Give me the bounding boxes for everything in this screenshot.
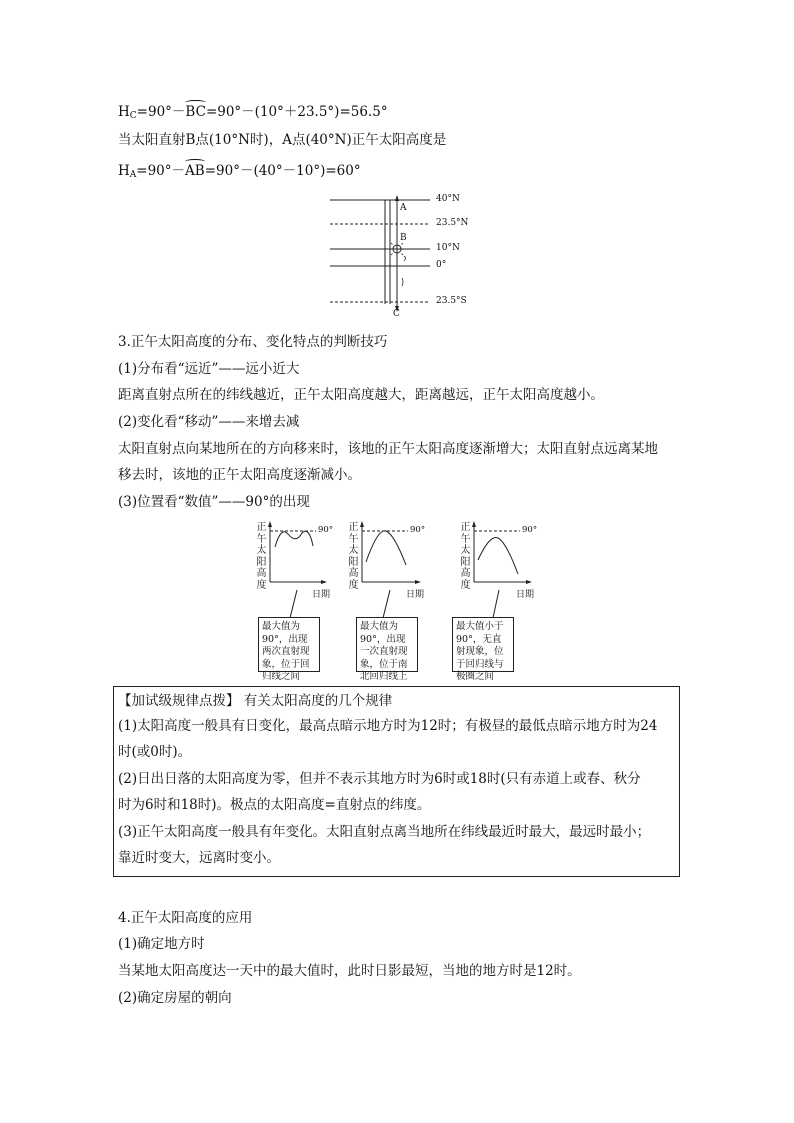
section3-s2-title: (2)变化看“移动”——来增去减 xyxy=(118,414,300,430)
chart2-90-label: 90° xyxy=(410,525,426,535)
lat-label-40n: 40°N xyxy=(436,194,460,204)
chart1-pointer xyxy=(290,590,297,618)
chart2-curve xyxy=(366,531,406,565)
point-a: A xyxy=(400,203,407,213)
chart2-x-label: 日期 xyxy=(406,590,425,600)
arc-bc: BC xyxy=(185,104,206,120)
lat-label-equator: 0° xyxy=(436,260,447,270)
tips-line-1: (1)太阳高度一般具有日变化，最高点暗示地方时为12时；有极昼的最低点暗示地方时为24 xyxy=(118,718,658,734)
section3-s1-title: (1)分布看“远近”——远小近大 xyxy=(118,361,300,377)
chart2-pointer xyxy=(383,590,390,618)
lat-label-23n: 23.5°N xyxy=(436,218,469,228)
lat-label-23s: 23.5°S xyxy=(436,296,467,306)
tips-line-3: (2)日出日落的太阳高度为零，但并不表示其地方时为6时或18时(只有赤道上或春、秋分 xyxy=(118,771,641,787)
section4-s1-body: 当某地太阳高度达一天中的最大值时，此时日影最短，当地的地方时是12时。 xyxy=(118,963,581,979)
chart3-pointer xyxy=(493,590,499,618)
section3-s1-body: 距离直射点所在的纬线越近，正午太阳高度越大，距离越远，正午太阳高度越小。 xyxy=(118,387,604,403)
chart3-curve xyxy=(478,537,518,574)
chart2-caption: 最大值为90°，出现一次直射现象，位于南北回归线上 xyxy=(356,617,418,672)
lat-label-10n: 10°N xyxy=(436,243,460,253)
chart1-caption: 最大值为90°，出现两次直射现象，位于回归线之间 xyxy=(258,617,320,672)
chart3-90-label: 90° xyxy=(522,525,538,535)
point-c: C xyxy=(393,309,400,319)
tips-line-4: 时为6时和18时)。极点的太阳高度=直射点的纬度。 xyxy=(118,797,431,813)
formula-intro: 当太阳直射B点(10°N时)，A点(40°N)正午太阳高度是 xyxy=(118,132,447,148)
section3-s2-body-1: 太阳直射点向某地所在的方向移来时，该地的正午太阳高度逐渐增大；太阳直射点远离某地 xyxy=(118,441,658,457)
section3-heading: 3.正午太阳高度的分布、变化特点的判断技巧 xyxy=(118,334,388,350)
section4-s2-title: (2)确定房屋的朝向 xyxy=(118,990,232,1006)
chart1-x-label: 日期 xyxy=(312,590,331,600)
tips-line-6: 靠近时变大，远离时变小。 xyxy=(118,850,280,866)
arc-ab: AB xyxy=(185,163,205,179)
tips-line-2: 时(或0时)。 xyxy=(118,744,192,760)
chart1-90-label: 90° xyxy=(318,525,334,535)
section4-heading: 4.正午太阳高度的应用 xyxy=(118,910,253,926)
formula-hc: $H_C=90^\circ-BC=90^\circ-(10^\circ+23.5^\circ)=56.5^\circ$ xyxy=(118,104,388,121)
tips-line-5: (3)正午太阳高度一般具有年变化。太阳直射点离当地所在纬线最近时最大，最远时最小； xyxy=(118,824,651,840)
chart1-curve xyxy=(275,531,313,547)
point-b: B xyxy=(400,233,407,243)
chart3-caption: 最大值小于90°，无直射现象，位于回归线与极圈之间 xyxy=(452,617,514,672)
tips-title: 【加试级规律点拨】 有关太阳高度的几个规律 xyxy=(118,693,393,709)
section4-s1-title: (1)确定地方时 xyxy=(118,936,205,952)
chart3-y-label: 正 午 太 阳 高 度 xyxy=(460,522,471,591)
section3-s3-title: (3)位置看“数值”——90°的出现 xyxy=(118,494,310,510)
formula-ha: $H_A=90^\circ-AB=90^\circ-(40^\circ-10^\circ)=60^\circ$ xyxy=(118,163,361,180)
chart3-x-label: 日期 xyxy=(516,590,535,600)
chart2-y-label: 正 午 太 阳 高 度 xyxy=(348,522,359,591)
chart1-y-label: 正 午 太 阳 高 度 xyxy=(256,522,267,591)
section3-s2-body-2: 移去时，该地的正午太阳高度逐渐减小。 xyxy=(118,467,361,483)
